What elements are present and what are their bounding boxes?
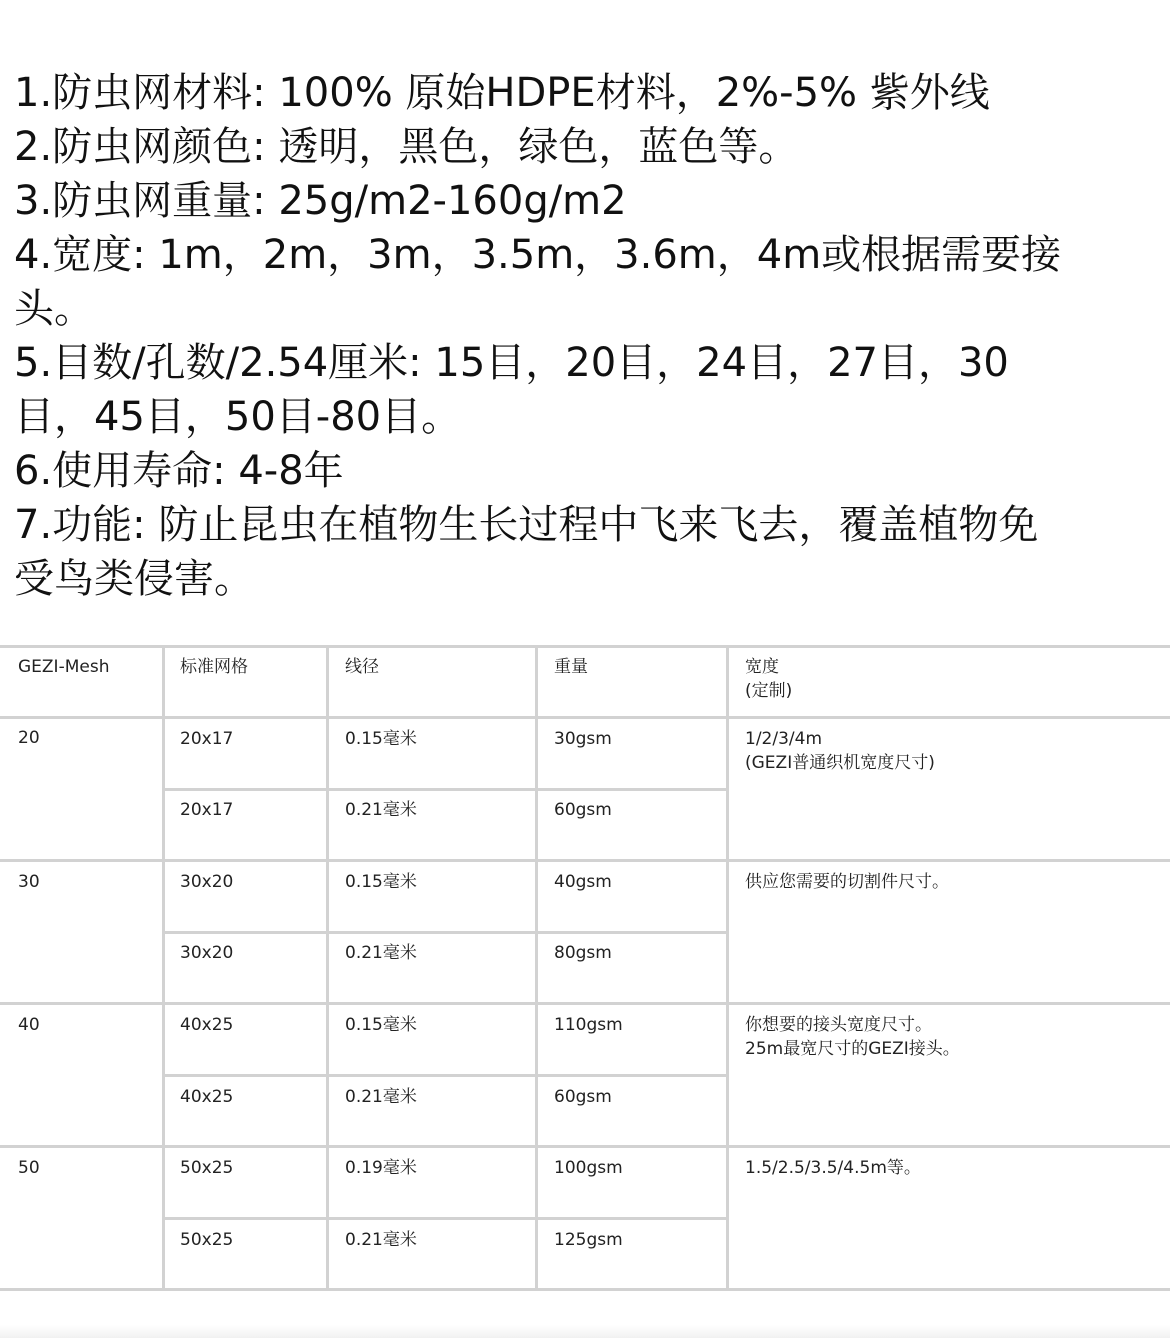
width-cell bbox=[745, 1156, 921, 1180]
wire-cell: 0.19毫米 bbox=[345, 1158, 417, 1178]
weight-cell: 80gsm bbox=[554, 943, 612, 963]
table-rule bbox=[165, 1217, 727, 1220]
wire-cell: 0.21毫米 bbox=[345, 800, 417, 820]
table-rule bbox=[726, 645, 729, 1291]
width-cell bbox=[745, 1013, 960, 1061]
table-header-width-line1: 宽度 bbox=[745, 657, 779, 677]
table-header-width-line2: (定制) bbox=[745, 681, 793, 701]
table-rule bbox=[162, 645, 165, 1291]
table-header-wire: 线径 bbox=[345, 657, 379, 677]
weight-cell: 40gsm bbox=[554, 872, 612, 892]
table-rule bbox=[0, 1145, 1170, 1148]
grid-cell: 40x25 bbox=[180, 1015, 234, 1035]
grid-cell: 50x25 bbox=[180, 1158, 234, 1178]
spec-table bbox=[0, 645, 1170, 1293]
weight-cell: 110gsm bbox=[554, 1015, 623, 1035]
grid-cell: 20x17 bbox=[180, 729, 234, 749]
width-line1: 1/2/3/4m bbox=[745, 729, 823, 749]
weight-cell: 60gsm bbox=[554, 800, 612, 820]
table-rule bbox=[165, 788, 727, 791]
table-rule bbox=[0, 859, 1170, 862]
table-header-mesh: GEZI-Mesh bbox=[18, 657, 110, 677]
mesh-cell: 20 bbox=[18, 728, 40, 748]
width-line2: 25m最宽尺寸的GEZI接头。 bbox=[745, 1039, 960, 1059]
spec-line: 受鸟类侵害。 bbox=[14, 556, 254, 602]
width-line1: 你想要的接头宽度尺寸。 bbox=[745, 1015, 932, 1035]
spec-list bbox=[14, 66, 1160, 606]
wire-cell: 0.21毫米 bbox=[345, 1230, 417, 1250]
page-bottom-edge bbox=[0, 1325, 1170, 1338]
wire-cell: 0.15毫米 bbox=[345, 1015, 417, 1035]
table-rule bbox=[0, 645, 1170, 648]
wire-cell: 0.15毫米 bbox=[345, 872, 417, 892]
weight-cell: 100gsm bbox=[554, 1158, 623, 1178]
mesh-cell: 40 bbox=[18, 1015, 40, 1035]
table-rule bbox=[0, 1002, 1170, 1005]
grid-cell: 30x20 bbox=[180, 872, 234, 892]
width-line2: (GEZI普通织机宽度尺寸) bbox=[745, 753, 935, 773]
width-line1: 1.5/2.5/3.5/4.5m等。 bbox=[745, 1158, 921, 1178]
spec-line: 1.防虫网材料: 100% 原始HDPE材料，2%-5% 紫外线 bbox=[14, 70, 990, 116]
table-header-weight: 重量 bbox=[554, 657, 588, 677]
weight-cell: 125gsm bbox=[554, 1230, 623, 1250]
grid-cell: 50x25 bbox=[180, 1230, 234, 1250]
grid-cell: 20x17 bbox=[180, 800, 234, 820]
table-rule bbox=[326, 645, 329, 1291]
spec-line: 7.功能: 防止昆虫在植物生长过程中飞来飞去，覆盖植物免 bbox=[14, 502, 1039, 548]
wire-cell: 0.21毫米 bbox=[345, 943, 417, 963]
table-rule bbox=[0, 1288, 1170, 1291]
width-line1: 供应您需要的切割件尺寸。 bbox=[745, 872, 949, 892]
wire-cell: 0.15毫米 bbox=[345, 729, 417, 749]
table-rule bbox=[535, 645, 538, 1291]
table-header-grid: 标准网格 bbox=[180, 657, 248, 677]
width-cell bbox=[745, 870, 949, 894]
spec-line: 头。 bbox=[14, 286, 94, 332]
spec-line: 4.宽度: 1m，2m，3m，3.5m，3.6m，4m或根据需要接 bbox=[14, 232, 1062, 278]
table-rule bbox=[165, 1074, 727, 1077]
table-header-width bbox=[745, 655, 792, 703]
spec-line: 6.使用寿命: 4-8年 bbox=[14, 448, 344, 494]
spec-line: 目，45目，50目-80目。 bbox=[14, 394, 462, 440]
grid-cell: 30x20 bbox=[180, 943, 234, 963]
mesh-cell: 50 bbox=[18, 1158, 40, 1178]
mesh-cell: 30 bbox=[18, 872, 40, 892]
spec-line: 3.防虫网重量: 25g/m2-160g/m2 bbox=[14, 178, 627, 224]
weight-cell: 30gsm bbox=[554, 729, 612, 749]
spec-line: 5.目数/孔数/2.54厘米: 15目，20目，24目，27目，30 bbox=[14, 340, 1009, 386]
wire-cell: 0.21毫米 bbox=[345, 1087, 417, 1107]
grid-cell: 40x25 bbox=[180, 1087, 234, 1107]
table-rule bbox=[165, 931, 727, 934]
table-rule bbox=[0, 716, 1170, 719]
spec-line: 2.防虫网颜色: 透明，黑色，绿色，蓝色等。 bbox=[14, 124, 799, 170]
width-cell bbox=[745, 727, 935, 775]
weight-cell: 60gsm bbox=[554, 1087, 612, 1107]
